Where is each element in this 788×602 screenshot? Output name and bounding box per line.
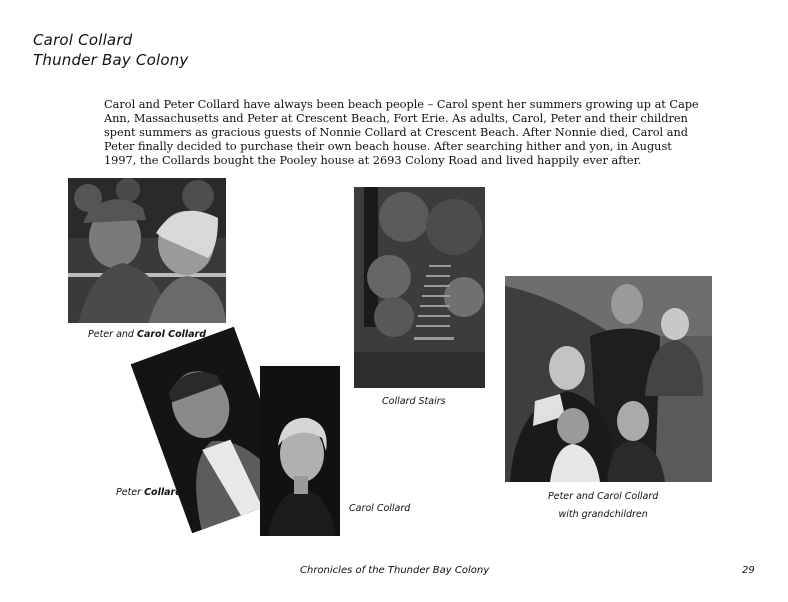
caption-stairs: Collard Stairs xyxy=(382,396,446,407)
photo-couple-tennis xyxy=(68,178,226,323)
caption-peter: Peter Collard xyxy=(116,487,182,498)
photo-carol-portrait xyxy=(260,366,340,536)
body-paragraph: Carol and Peter Collard have always been beach people – Carol spent her summers growing up at Cape Ann, Massachusetts and Peter at Crescent Beach, Fort Erie. As adults, Carol, Peter and their children spent summers as gracious guests of Nonnie Collard at Crescent Beach. After Nonnie died, Carol and Peter finally decided to purchase their own beach house. After searching hither and yon, in August 1997, the Collards bought the Pooley house at 2693 Colony Road and lived happily ever after. xyxy=(104,98,699,167)
header-name: Carol Collard xyxy=(33,31,133,49)
header-subtitle: Thunder Bay Colony xyxy=(33,51,189,69)
photo-family xyxy=(505,276,712,482)
photo-stairs xyxy=(354,187,485,388)
footer-book-title: Chronicles of the Thunder Bay Colony xyxy=(300,565,490,576)
caption-carol: Carol Collard xyxy=(349,503,411,514)
caption-couple: Peter and Carol Collard xyxy=(88,329,207,340)
page-number: 29 xyxy=(742,565,755,576)
page-header xyxy=(33,30,188,70)
caption-family: Peter and Carol Collard with grandchildren xyxy=(548,491,659,520)
